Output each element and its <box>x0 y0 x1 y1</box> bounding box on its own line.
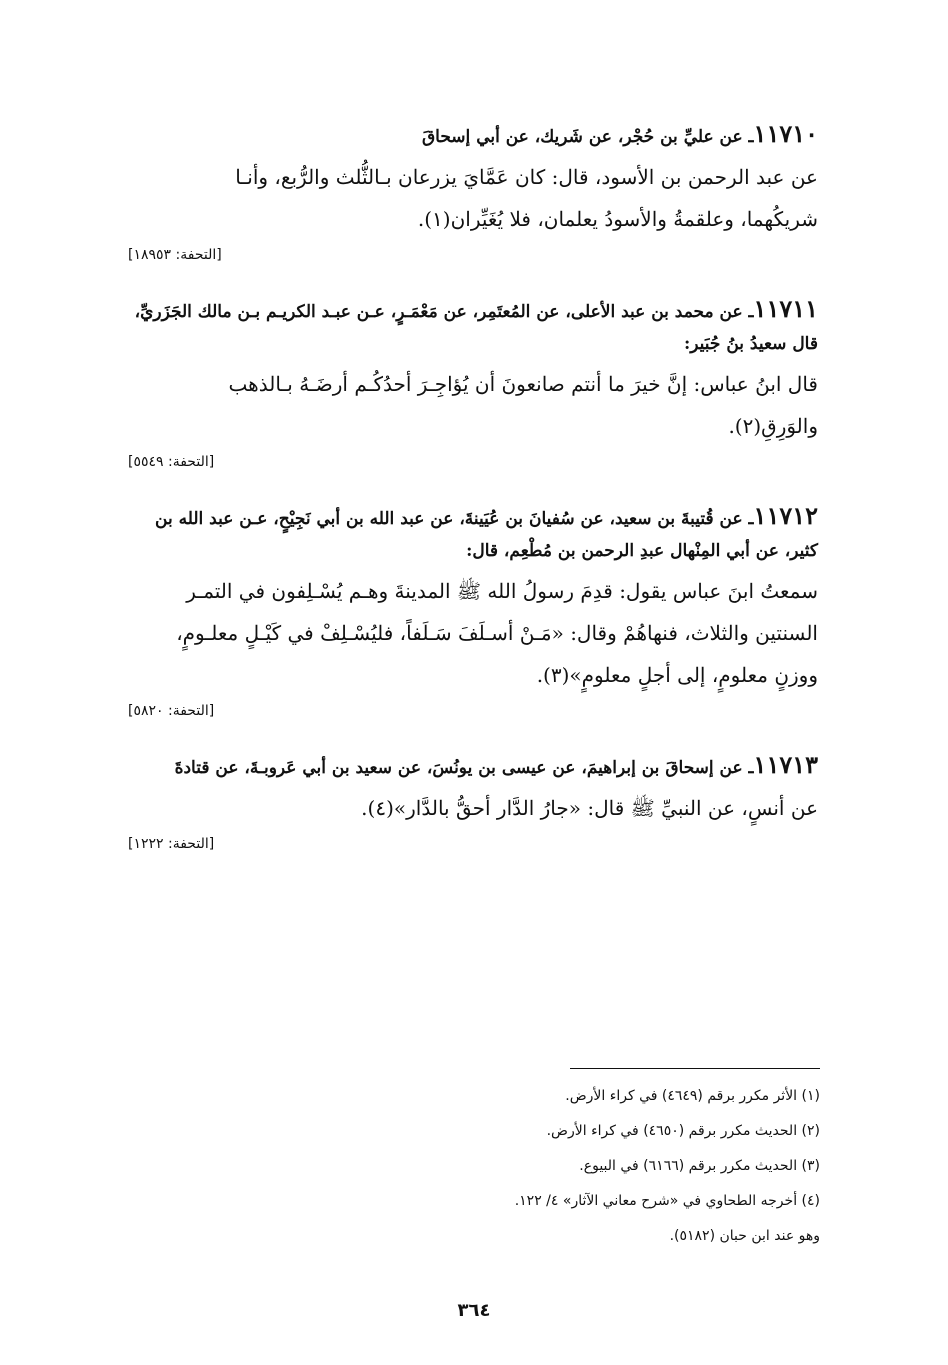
matn-line: ووزنٍ معلومٍ، إلى أجلٍ معلومٍ»(٣). <box>536 663 818 687</box>
matn-line: سمعتُ ابنَ عباس يقول: قدِمَ رسولُ الله ﷺ المدينةَ وهـم يُسْـلِفون في التمـر <box>186 579 818 603</box>
hadith-isnad <box>128 500 818 567</box>
hadith-isnad <box>128 118 818 153</box>
tuhfa-reference: [التحفة: ٥٥٤٩] <box>128 454 215 470</box>
tuhfa-reference: [التحفة: ١٨٩٥٣] <box>128 247 222 263</box>
matn-line: السنتين والثلاث، فنهاهُمْ وقال: «مَـنْ أسـلَفَ سَـلَفاً، فليُسْـلِفْ في كَيْـلٍ معلـومٍ، <box>176 621 818 645</box>
hadith-11712 <box>128 500 818 719</box>
page-body <box>128 118 818 882</box>
footnote: (٣) الحديث مكرر برقم (٦١٦٦) في البيوع. <box>579 1158 820 1174</box>
hadith-isnad <box>128 749 818 784</box>
hadith-number: ١١٧١٢ <box>753 501 818 530</box>
footnote: (٤) أخرجه الطحاوي في «شرح معاني الآثار» ٤/ ١٢٢. <box>514 1193 820 1209</box>
isnad-text: ـ عن محمد بن عبد الأعلى، عن المُعتَمِر، عن مَعْمَـرٍ، عـن عبـد الكريـم بـن مالك الجَزَريِّ، قال سعيدُ بنُ جُبَير: <box>134 302 818 354</box>
footnote: (١) الأثر مكرر برقم (٤٦٤٩) في كراء الأرض. <box>565 1088 820 1104</box>
page-number: ٣٦٤ <box>457 1300 491 1321</box>
hadith-11710 <box>128 118 818 263</box>
matn-line: والوَرِقِ(٢). <box>728 414 818 438</box>
hadith-number: ١١٧١٠ <box>753 119 818 148</box>
footnote: (٢) الحديث مكرر برقم (٤٦٥٠) في كراء الأرض. <box>546 1123 820 1139</box>
footnote: وهو عند ابن حبان (٥١٨٢). <box>669 1228 820 1244</box>
footnote-divider <box>570 1068 820 1069</box>
isnad-text: ـ عن إسحاقَ بن إبراهيمَ، عن عيسى بن يونُسَ، عن سعيد بن أبي عَروبـةَ، عن قتادةَ <box>174 758 754 778</box>
matn-line: قال ابنُ عباس: إنَّ خيرَ ما أنتم صانعونَ أن يُؤاجِـرَ أحدُكُـم أرضَـهُ بـالذهب <box>228 372 818 396</box>
hadith-isnad <box>128 293 818 360</box>
tuhfa-reference: [التحفة: ١٢٢٢] <box>128 836 215 852</box>
hadith-11711 <box>128 293 818 470</box>
matn-line: عن أنسٍ، عن النبيِّ ﷺ قال: «جارُ الدَّار أحقُّ بالدَّار»(٤). <box>361 796 818 820</box>
isnad-text: ـ عن عليِّ بن حُجْر، عن شَريك، عن أبي إسحاقَ <box>421 127 754 147</box>
matn-line: عن عبد الرحمن بن الأسود، قال: كان عَمَّايَ يزرعان بـالثُّلث والرُّبع، وأنـا <box>235 165 818 189</box>
tuhfa-reference: [التحفة: ٥٨٢٠] <box>128 703 215 719</box>
hadith-11713 <box>128 749 818 852</box>
matn-line: شريكُهما، وعلقمةُ والأسودُ يعلمان، فلا يُغَيِّران(١). <box>417 207 818 231</box>
hadith-number: ١١٧١١ <box>753 294 818 323</box>
isnad-text: ـ عن قُتيبةَ بن سعيد، عن سُفيانَ بن عُيَينةَ، عن عبد الله بن أبي نَجِيْحٍ، عـن عبد الله بن كثير، عن أبي المِنْهال عبدِ الرحمن بن مُطْعِم، قال: <box>155 509 818 561</box>
hadith-number: ١١٧١٣ <box>753 750 818 779</box>
footnotes <box>130 1068 820 1254</box>
